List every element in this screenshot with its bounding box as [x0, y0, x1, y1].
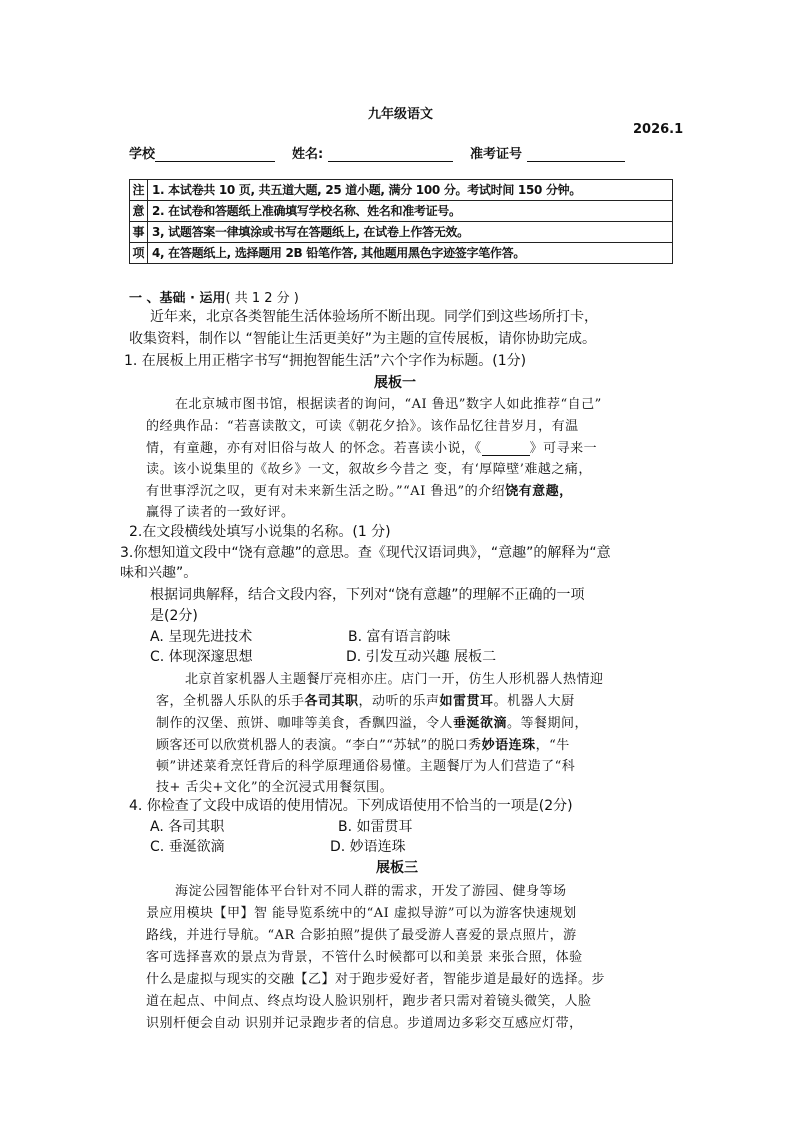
board-2-line: 顾客还可以欣赏机器人的表演。“李白”“苏轼”的脱口秀妙语连珠，“牛	[156, 738, 570, 753]
notes-side-char: 意	[130, 201, 148, 222]
idiom: 垂涎欲滴	[453, 716, 508, 731]
question-3-line: 3.你想知道文段中“饶有意趣”的意思。查《现代汉语词典》，“意趣”的解释为“意	[120, 545, 611, 561]
q4-option-c[interactable]: C. 垂涎欲滴	[150, 839, 225, 855]
question-4: 4. 你检查了文段中成语的使用情况。下列成语使用不恰当的一项是(2分)	[129, 798, 573, 814]
intro-line: 近年来，北京各类智能生活体验场所不断出现。同学们到这些场所打卡，	[150, 309, 598, 325]
question-3-line: 根据词典解释，结合文段内容，下列对“饶有意趣”的理解不正确的一项	[150, 587, 585, 603]
q4-option-a[interactable]: A. 各司其职	[150, 819, 225, 835]
notes-item: 4, 在答题纸上, 选择题用 2B 铅笔作答, 其他题用黑色字迹签字笔作答。	[148, 243, 673, 264]
idiom: 妙语连珠	[481, 738, 536, 753]
q4-option-b[interactable]: B. 如雷贯耳	[338, 819, 413, 835]
board-2-line: 制作的汉堡、煎饼、咖啡等美食，香飘四溢，令人垂涎欲滴。等餐期间，	[156, 716, 589, 731]
school-label: 学校	[129, 147, 156, 162]
q3-option-c[interactable]: C. 体现深邃思想	[150, 649, 253, 665]
id-field	[470, 143, 625, 162]
board-3-line: 路线，并进行导航。“AR 合影拍照”提供了最受游人喜爱的景点照片，游	[146, 928, 577, 943]
notes-item: 2. 在试卷和答题纸上准确填写学校名称、姓名和准考证号。	[148, 201, 673, 222]
board-1-line: 有世事浮沉之叹，更有对未来新生活之盼。”“AI 鲁迅”的介绍饶有意趣，	[146, 484, 573, 499]
board-3-line: 道在起点、中间点、终点均设人脸识别杆，跑步者只需对着镜头微笑，人脸	[146, 994, 592, 1009]
board-1-line: 赢得了读者的一致好评。	[146, 505, 295, 520]
board-3-line: 识别杆便会自动 识别并记录跑步者的信息。步道周边多彩交互感应灯带，	[146, 1016, 583, 1031]
board-3-line: 景应用模块【甲】智 能导览系统中的“AI 虚拟导游”可以为游客快速规划	[146, 906, 577, 921]
name-input[interactable]	[328, 148, 453, 162]
board-3-line: 海淀公园智能体平台针对不同人群的需求，开发了游园、健身等场	[175, 884, 567, 899]
notes-side-char: 事	[130, 222, 148, 243]
school-input[interactable]	[155, 148, 275, 162]
section-title: 一 、基础 · 运用	[129, 291, 226, 306]
board-2-line: 技+ 舌尖+文化”的全沉浸式用餐氛围。	[156, 780, 394, 795]
idiom: 如雷贯耳	[439, 694, 494, 709]
paper-title: 九年级语文	[368, 107, 434, 122]
name-label: 姓名:	[292, 147, 324, 162]
board-1-line: 在北京城市图书馆，根据读者的询问，“AI 鲁迅”数字人如此推荐“自己”	[175, 397, 602, 412]
id-input[interactable]	[527, 148, 625, 162]
board-2-line: 顿”讲述菜肴烹饪背后的科学原理通俗易懂。主题餐厅为人们营造了“科	[156, 759, 576, 774]
q3-option-b[interactable]: B. 富有语言韵味	[348, 629, 451, 645]
section-score: ( 共 1 2 分 )	[225, 291, 299, 306]
question-3-line: 味和兴趣”。	[120, 565, 198, 581]
notes-item: 1. 本试卷共 10 页, 共五道大题, 25 道小题, 满分 100 分。考试时间 150 分钟。	[148, 180, 673, 201]
question-1: 1. 在展板上用正楷字书写“拥抱智能生活”六个字作为标题。(1分)	[124, 353, 527, 369]
board-1-line: 读。该小说集里的《故乡》一文，叙故乡今昔之 变，有‘厚障壁’难越之痛，	[146, 462, 592, 477]
notes-table	[129, 179, 673, 264]
novel-title-blank[interactable]	[482, 443, 530, 456]
intro-line: 收集资料，制作以 “智能让生活更美好”为主题的宣传展板，请你协助完成。	[129, 331, 596, 347]
notes-side-char: 注	[130, 180, 148, 201]
highlight-phrase: 饶有意趣，	[505, 484, 573, 499]
question-2: 2.在文段横线处填写小说集的名称。(1 分)	[129, 524, 391, 540]
exam-date: 2026.1	[633, 122, 684, 137]
q3-option-a[interactable]: A. 呈现先进技术	[150, 629, 253, 645]
section-heading	[129, 287, 299, 306]
board-3-line: 什么是虚拟与现实的交融【乙】对于跑步爱好者，智能步道是最好的选择。步	[146, 972, 606, 987]
board-2-line: 北京首家机器人主题餐厅亮相亦庄。店门一开，仿生人形机器人热情迎	[185, 672, 604, 687]
id-label: 准考证号	[470, 147, 523, 162]
q3-option-d[interactable]: D. 引发互动兴趣 展板二	[346, 649, 497, 665]
school-field	[129, 143, 275, 162]
idiom: 各司其职	[304, 694, 359, 709]
board-1-line: 的经典作品：“若喜读散文，可读《朝花夕拾》。该作品忆往昔岁月，有温	[146, 419, 579, 434]
name-field	[292, 143, 453, 162]
board-3-line: 客可选择喜欢的景点为背景，不管什么时候都可以和美景 来张合照，体验	[146, 950, 583, 965]
question-3-line: 是(2分)	[150, 608, 198, 624]
board-1-title: 展板一	[374, 375, 416, 391]
q4-option-d[interactable]: D. 妙语连珠	[330, 839, 406, 855]
board-1-line: 情，有童趣，亦有对旧俗与故人 的怀念。若喜读小说，《 》可寻来一	[146, 441, 598, 456]
notes-item: 3, 试题答案一律填涂或书写在答题纸上, 在试卷上作答无效。	[148, 222, 673, 243]
notes-side-char: 项	[130, 243, 148, 264]
board-3-title: 展板三	[376, 860, 418, 876]
board-2-line: 客，全机器人乐队的乐手各司其职，动听的乐声如雷贯耳。机器人大厨	[156, 694, 575, 709]
